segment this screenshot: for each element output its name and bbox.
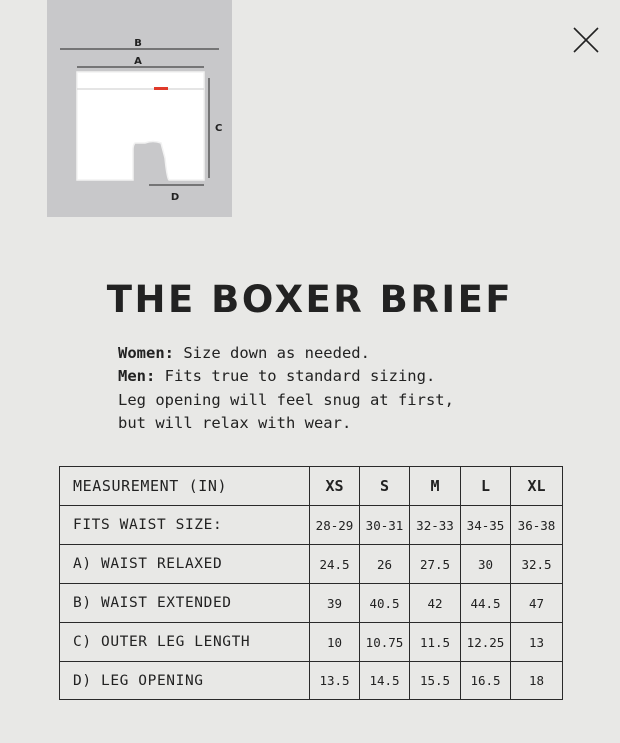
brand-tag	[154, 87, 168, 90]
table-cell: 26	[360, 545, 410, 584]
dimension-label-b: B	[134, 38, 142, 49]
men-label: Men:	[118, 367, 156, 386]
table-cell: 12.25	[461, 623, 511, 662]
table-cell: 39	[310, 584, 360, 623]
table-cell: 27.5	[410, 545, 461, 584]
column-header-measurement: MEASUREMENT (IN)	[60, 467, 310, 506]
men-text: Fits true to standard sizing.	[155, 367, 436, 386]
table-cell: 34-35	[461, 506, 511, 545]
column-header-s: S	[360, 467, 410, 506]
column-header-xs: XS	[310, 467, 360, 506]
row-label: A) WAIST RELAXED	[60, 545, 310, 584]
table-cell: 32.5	[511, 545, 563, 584]
dimension-label-c: C	[215, 123, 223, 134]
garment-shape	[77, 72, 204, 180]
table-cell: 13.5	[310, 662, 360, 700]
boxer-brief-diagram	[47, 0, 232, 217]
fit-description	[118, 342, 578, 435]
women-text: Size down as needed.	[174, 344, 370, 362]
table-cell: 18	[511, 662, 563, 700]
table-cell: 40.5	[360, 584, 410, 623]
table-cell: 24.5	[310, 545, 360, 584]
row-label: D) LEG OPENING	[60, 662, 310, 700]
table-row	[60, 662, 563, 700]
leg-opening-note-line1: Leg opening will feel snug at first,	[118, 390, 454, 409]
table-header-row	[60, 467, 563, 506]
table-cell: 44.5	[461, 584, 511, 623]
leg-opening-note-line2: but will relax with wear.	[118, 413, 352, 432]
dimension-label-a: A	[134, 56, 142, 67]
close-icon	[568, 22, 604, 58]
table-cell: 36-38	[511, 506, 563, 545]
table-row	[60, 545, 563, 584]
product-title: THE BOXER BRIEF	[106, 278, 514, 321]
table-cell: 32-33	[410, 506, 461, 545]
table-cell: 11.5	[410, 623, 461, 662]
men-fit-line	[118, 365, 578, 388]
table-cell: 28-29	[310, 506, 360, 545]
table-cell: 15.5	[410, 662, 461, 700]
table-cell: 14.5	[360, 662, 410, 700]
column-header-m: M	[410, 467, 461, 506]
column-header-l: L	[461, 467, 511, 506]
close-button[interactable]	[568, 22, 604, 58]
column-header-xl: XL	[511, 467, 563, 506]
table-row	[60, 506, 563, 545]
dimension-label-d: D	[170, 192, 180, 203]
table-cell: 47	[511, 584, 563, 623]
table-cell: 10.75	[360, 623, 410, 662]
table-cell: 10	[310, 623, 360, 662]
row-label: FITS WAIST SIZE:	[60, 506, 310, 545]
row-label: C) OUTER LEG LENGTH	[60, 623, 310, 662]
table-cell: 13	[511, 623, 563, 662]
table-cell: 42	[410, 584, 461, 623]
table-cell: 30-31	[360, 506, 410, 545]
row-label: B) WAIST EXTENDED	[60, 584, 310, 623]
women-label: Women:	[118, 344, 174, 362]
table-cell: 30	[461, 545, 511, 584]
table-row	[60, 584, 563, 623]
size-chart-table	[59, 466, 563, 700]
table-cell: 16.5	[461, 662, 511, 700]
women-fit-line	[118, 342, 578, 365]
size-diagram	[47, 0, 232, 217]
table-row	[60, 623, 563, 662]
